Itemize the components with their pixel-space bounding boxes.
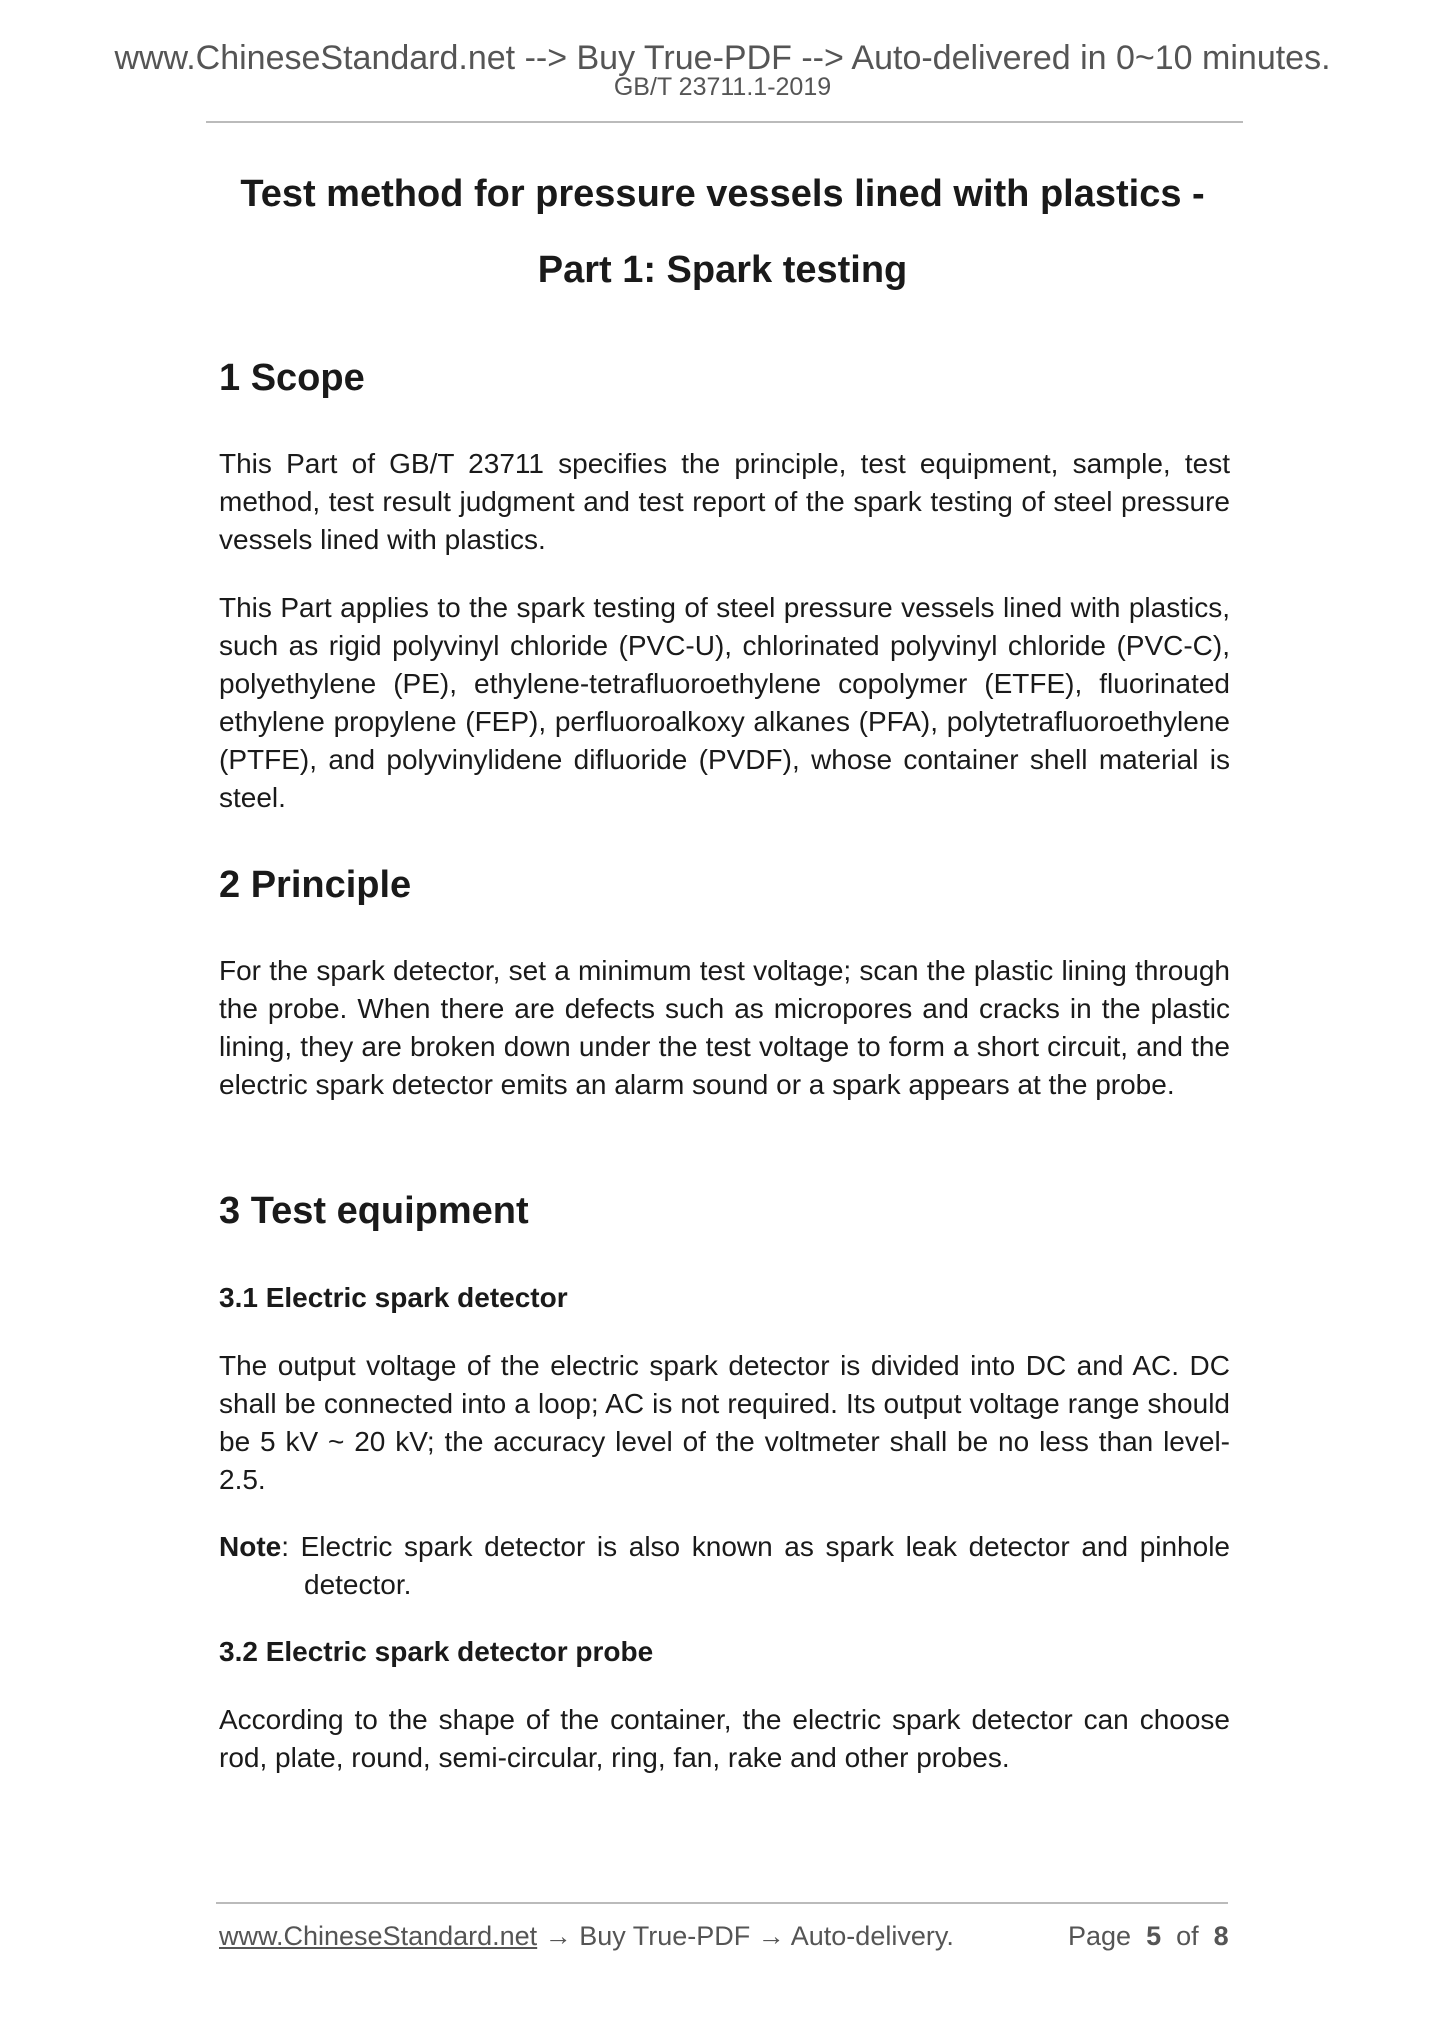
header-banner: www.ChineseStandard.net --> Buy True-PDF --> Auto-delivered in 0~10 minutes. [114, 39, 1331, 77]
arrow-icon: → [750, 1921, 791, 1951]
paragraph-scope-2: This Part applies to the spark testing of steel pressure vessels lined with plastics, such as rigid polyvinyl chloride (PVC-U), chlorinated polyvinyl chloride (PVC-C), polyethylene (PE), ethylene-tetrafluoroethylene copolymer (ETFE), fluorinated ethylene propylene (FEP), perfluoroalkoxy alkanes (PFA), polytetrafluoroethylene (PTFE), and polyvinylidene difluoride (PVDF), whose container shell material is steel. [219, 592, 1230, 813]
document-subtitle: Part 1: Spark testing [537, 249, 908, 291]
page-number: 5 [1146, 1921, 1162, 1951]
page-indicator [1068, 1920, 1229, 1952]
subsection-heading-detector-probe: 3.2 Electric spark detector probe [219, 1636, 654, 1667]
page-total: 8 [1213, 1921, 1229, 1951]
note-label: Note [219, 1531, 282, 1562]
document-title: Test method for pressure vessels lined with plastics - [240, 173, 1205, 215]
paragraph-principle: For the spark detector, set a minimum test voltage; scan the plastic lining through the probe. When there are defects such as micropores and cracks in the plastic lining, they are broken down under the test voltage to form a short circuit, and the electric spark detector emits an alarm sound or a spark appears at the probe. [219, 955, 1230, 1100]
header-divider [206, 121, 1243, 123]
note-spark-detector [219, 1528, 1230, 1604]
of-label: of [1176, 1921, 1199, 1951]
footer-buy-text: Buy True-PDF [579, 1921, 751, 1951]
section-heading-test-equipment: 3 Test equipment [219, 1190, 529, 1232]
paragraph-scope-1: This Part of GB/T 23711 specifies the principle, test equipment, sample, test method, test result judgment and test report of the spark testing of steel pressure vessels lined with plastics. [219, 448, 1230, 555]
subsection-heading-spark-detector: 3.1 Electric spark detector [219, 1282, 568, 1313]
page-label: Page [1068, 1921, 1132, 1951]
section-heading-scope: 1 Scope [219, 357, 365, 399]
arrow-icon: → [537, 1921, 580, 1951]
footer-divider [216, 1902, 1228, 1904]
paragraph-detector-probe: According to the shape of the container, the electric spark detector can choose rod, plate, round, semi-circular, ring, fan, rake and other probes. [219, 1704, 1230, 1773]
footer-delivery-text: Auto-delivery. [790, 1921, 954, 1951]
section-heading-principle: 2 Principle [219, 864, 412, 906]
paragraph-spark-detector: The output voltage of the electric spark detector is divided into DC and AC. DC shall be connected into a loop; AC is not required. Its output voltage range should be 5 kV ~ 20 kV; the accuracy level of the voltmeter shall be no less than level-2.5. [219, 1350, 1230, 1495]
document-code: GB/T 23711.1-2019 [613, 73, 832, 101]
footer-links [219, 1920, 954, 1952]
footer-site-link[interactable]: www.ChineseStandard.net [219, 1921, 538, 1951]
note-text: : Electric spark detector is also known as spark leak detector and pinhole detector. [281, 1531, 1230, 1600]
